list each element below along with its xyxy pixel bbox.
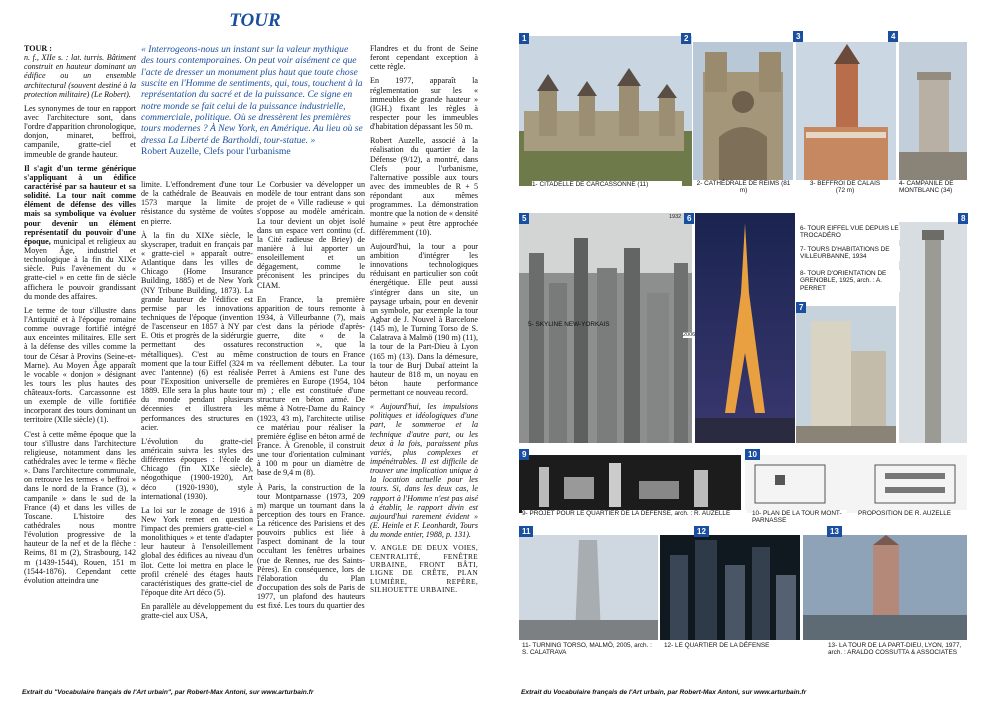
quote-source: Robert Auzelle, Clefs pour l'urbanisme [141, 145, 291, 157]
photo-defense-project [519, 455, 741, 513]
intro-quote [141, 44, 363, 157]
photo-number-7: 7 [796, 302, 806, 313]
photo-number-12: 12 [694, 526, 709, 537]
quote-text: « Interrogeons-nous un instant sur la valeur mythique des tours contemporaines. On peut voir aisément ce que l'acte de dresser un monument plus haut que toute chose suscite en l'Homme de sentiments, qui, tous, touchent à la représentation du sacré et de la puissance. Ce signe en notre monde se fait celui de la puissance industrielle, commerciale, politique. Où se dressèrent les premières tours modernes ? À New York, en Amérique. Au lieu où se dressa La Liberté de Bartholdi, tour-statue. » [141, 44, 363, 146]
year-6: 2006 [683, 332, 696, 338]
caption-10: 10- PLAN DE LA TOUR MONT-PARNASSE [752, 510, 847, 525]
photo-number-6: 6 [684, 213, 694, 224]
caption-9: 9- PROJET POUR LE QUARTIER DE LA DÉFENSE, arch. : R. AUZELLE [522, 510, 747, 517]
col2-p3: L'évolution du gratte-ciel américain suivra les styles des différentes époques : l'école de Chicago (fin XIXe siècle), néogothique (1900-1920), Art déco (1920-1930), style international (1930). [141, 436, 253, 501]
year-5: 1932 [669, 214, 682, 220]
villeurbanne-image [796, 306, 896, 443]
caption-12: 12- LE QUARTIER DE LA DÉFENSE [664, 642, 799, 649]
photo-plan-montparnasse [745, 455, 967, 513]
column-1 [24, 44, 136, 590]
col4-p3: Robert Auzelle, associé à la réalisation du quartier de la Défense (9/12), a montré, dans Clefs pour l'urbanisme, l'alternative possible aux tours avec des immeubles de R + 5 répondant aux mêmes programmes. La démonstration montre que la notion de « densité humaine » peut être approchée différemment (10). [370, 136, 478, 237]
photo-turning-torso [519, 535, 658, 640]
caption-2: 2- CATHÉDRALE DE REIMS (81 m) [696, 180, 791, 195]
photo-calais [796, 42, 896, 180]
col4-p4: Aujourd'hui, la tour a pour ambition d'intégrer les innovations technologiques réduisant en particulier son coût énergétique. Elle peut aussi s'intégrer dans un site, un paysage urbain, pour en devenir un symbole, par exemple la tour Agbar de J. Nouvel à Barcelone (145 m), le Turning Torso de S. Calatrava à Malmö (190 m) (11), la tour de la Part-Dieu à Lyon (165 m) (13). Dans la démesure, la tour de Burj Dubaï atteint la hauteur de 818 m, un noyau en béton haute performance permettant ce nouveau record. [370, 241, 478, 398]
photo-campanile [899, 42, 967, 180]
calais-image [796, 42, 896, 180]
col4-p1: Flandres et du front de Seine feront cependant exception à cette règle. [370, 44, 478, 72]
caption-1: 1- CITADELLE DE CARCASSONNE (11) [532, 181, 682, 188]
lead-paragraph [24, 164, 136, 301]
photo-reims [693, 42, 793, 180]
photo-number-10: 10 [745, 449, 760, 460]
plan-image [745, 455, 967, 513]
col2-p1: limite. L'effondrement d'une tour de la cathédrale de Beauvais en 1573 marque la limite de résistance du système de voûtes en pierre. [141, 180, 253, 226]
caption-10b: PROPOSITION DE R. AUZELLE [858, 510, 968, 517]
caption-4: 4- CAMPANILE DE MONTBLANC (34) [899, 180, 969, 195]
column-2 [141, 180, 253, 625]
synonyms: Les synonymes de tour en rapport avec l'architecture sont, dans l'ordre d'apparition chronologique, donjon, minaret, beffroi, campanile, gratte-ciel et immeuble de grande hauteur. [24, 103, 136, 159]
caption-13: 13- LA TOUR DE LA PART-DIEU, LYON, 1977, arch. : ARALDO COSSUTTA & ASSOCIATES [828, 642, 968, 657]
reims-image [693, 42, 793, 180]
col2-p4: La loi sur le zonage de 1916 à New York remet en question l'impact des premiers gratte-ciel « monolithiques » et tente d'adapter leur hauteur à l'ensoleillement global des édifices au niveau d'un îlot. Cette loi mettra en place le profil crénelé des étages hauts caractéristiques des gratte-ciel de l'époque dite Art déco (5). [141, 505, 253, 598]
col2-p5: En parallèle au développement du gratte-ciel aux USA, [141, 602, 253, 621]
col4-p2: En 1977, apparaît la réglementation sur les « immeubles de grande hauteur » (IGH.) fixant les règles à respecter pour les immeubles d'habitation dépassant les 50 m. [370, 76, 478, 132]
photo-carcassonne [519, 36, 692, 186]
photo-number-1: 1 [519, 33, 529, 44]
column-3 [257, 180, 365, 615]
photo-number-2: 2 [681, 33, 691, 44]
paragraph-cathedrals: C'est à cette même époque que la tour s'illustre dans l'architecture religieuse, notamment dans les cathédrales avec le terme « flèche ». Dans l'architecture communale, on retrouve les termes « beffroi » dans le nord de la France (3), « campanile » dans le sud de la France (4) et dans les villes de Toscane. L'histoire des cathédrales nous montre l'évolution progressive de la hauteur de la nef et de la flèche : Reims, 81 m (2), Strasbourg, 142 m (1439-1544), Rouen, 151 m (1544-1876). Cependant cette évolution atteindra une [24, 429, 136, 585]
carcassonne-image [519, 36, 692, 186]
part-dieu-image [803, 535, 967, 640]
campanile-image [899, 42, 967, 180]
turning-torso-image [519, 535, 658, 640]
photo-number-13: 13 [827, 526, 842, 537]
photo-villeurbanne [796, 306, 896, 443]
la-defense-image [660, 535, 800, 640]
photo-number-11: 11 [519, 526, 533, 537]
footer-right: Extrait du Vocabulaire français de l'Art urbain, par Robert-Max Antoni, sur www.arturbain.fr [521, 689, 807, 696]
photo-number-8: 8 [958, 213, 968, 224]
lead-rest: municipal et religieux au Moyen Âge, industriel et technologique à la fin du XIXe siècle. Puis l'avènement du « gratte-ciel » en cette fin de siècle affichera le pouvoir grandissant du monde des affaires. [24, 236, 136, 301]
caption-6: 6- TOUR EIFFEL VUE DEPUIS LE TROCADÉRO [800, 225, 899, 240]
footer-left: Extrait du "Vocabulaire français de l'Art urbain", par Robert-Max Antoni, sur www.arturbain.fr [22, 689, 314, 696]
photo-part-dieu [803, 535, 967, 640]
grenoble-image [899, 222, 967, 443]
col3-p2: En France, la première apparition de tours remonte à 1934, à Villeurbanne (7), mais c'est dans la période d'après-guerre, dite « de la reconstruction », que la construction de tours en France va réellement débuter. La tour Perret à Amiens est l'une des premières en Europe (1954, 104 m) ; elle est constituée d'une structure en béton armé. De même à Notre-Dame du Raincy (1923, 43 m), l'architecte utilise ce matériau pour réaliser la première église en béton armé de France. À Grenoble, il construit une tour d'orientation culminant à 100 m pour un diamètre de base de 9,4 m (8). [257, 294, 365, 478]
paragraph-antiquity: Le terme de tour s'illustre dans l'Antiquité et à l'époque romaine comme ouvrage fortifié intégré aux enceintes militaires. Elle sert à la défense des villes comme la tour de César à Provins (Seine-et-Marne). Au Moyen Âge apparaît le vocable « donjon » désignant les tours les plus hautes des châteaux-forts. Carcassonne est un exemple de ville fortifiée incorporant des tours dominant un territoire (XIIe siècle) (1). [24, 305, 136, 425]
lead-bold: Il s'agit d'un terme générique s'appliquant à un édifice caractérisé par sa hauteur et sa solidité. La tour naît comme élément de défense des villes mais sa symbolique va évoluer pour devenir un élément représentatif du pouvoir d'une époque, [24, 163, 136, 246]
photo-grenoble [899, 222, 967, 443]
defense-project-image [519, 455, 741, 513]
definition-head: TOUR : [24, 44, 52, 53]
caption-7: 7- TOURS D'HABITATIONS DE VILLEURBANNE, 1934 [800, 246, 900, 261]
page-title: TOUR [229, 10, 281, 31]
caption-11: 11- TURNING TORSO, MALMÖ, 2005, arch. : S. CALATRAVA [522, 642, 657, 657]
photo-number-4: 4 [888, 31, 898, 42]
definition [24, 44, 136, 99]
caption-8: 8- TOUR D'ORIENTATION DE GRENOBLE, 1925, arch. : A. PERRET [800, 270, 900, 292]
photo-number-9: 9 [519, 449, 529, 460]
column-4 [370, 44, 478, 599]
definition-text: n. f., XIIe s. : lat. turris. Bâtiment construit en hauteur dominant un édifice ou un ensemble architectural (souvent destiné à la protection militaire) (Le Robert). [24, 53, 136, 99]
photo-number-5: 5 [519, 213, 529, 224]
caption-5: 5- SKYLINE NEW-YORKAIS [528, 321, 610, 328]
caption-3: 3- BEFFROI DE CALAIS (72 m) [805, 180, 885, 195]
photo-number-3: 3 [793, 31, 803, 42]
col3-p1: Le Corbusier va développer un modèle de tour entrant dans son projet de « Ville radieuse » qui s'oppose au modèle américain. La tour devient un objet isolé dans un espace vert continu (cf. la Cité radieuse de Briey) de manière à lui apporter un ensoleillement et un dégagement, comme le préconisent les principes du CIAM. [257, 180, 365, 290]
col2-p2: À la fin du XIXe siècle, le skyscraper, traduit en français par « gratte-ciel » apparaît outre-Atlantique dans les villes de Chicago (Home Insurance Building, 1885) et de New York (NY Tribune Building, 1873). La grande hauteur de l'édifice est permise par les innovations techniques de l'époque (invention de l'ascenseur en 1857 à NY par E. Otis et progrès de la sidérurgie permettant des ossatures métalliques). C'est au même moment que la tour Eiffel (324 m avec l'antenne) (6) est réalisée pour l'Exposition universelle de 1889. Elle sera la plus haute tour du monde pendant plusieurs décennies et illustrera les performances des structures en acier. [141, 230, 253, 432]
photo-la-defense [660, 535, 800, 640]
see-also: V. ANGLE DE DEUX VOIES, CENTRALITÉ, FENÊTRE URBAINE, FRONT BÂTI, LIGNE DE CRÊTE, PLAN LUMIÈRE, REPÈRE, SILHOUETTE URBAINE. [370, 543, 478, 595]
photo-eiffel [695, 213, 795, 443]
eiffel-image [695, 213, 795, 443]
col3-p3: À Paris, la construction de la tour Montparnasse (1973, 209 m) marque un tournant dans la perception des tours en France. La réticence des Parisiens et des pouvoirs publics est liée à l'aspect dominant de la tour occultant les fenêtres urbaines (rue de Rennes, rue des Saints-Pères). En conséquence, lors de l'élaboration du Plan d'occupation des sols de Paris de 1977, un plafond des hauteurs est fixé. Les tours du quartier des [257, 482, 365, 611]
col4-quote: « Aujourd'hui, les impulsions politiques et idéologiques d'une part, le sommeroe et la technique d'autre part, ou les deux à la fois, paraissent plus variés, plus complexes et impénétrables. Il est difficile de trouver une implication unique à la location actuelle pour les tours. Si, dans les deux cas, le rapport à l'Homme n'est pas aisé à établir, le rapport divin est aujourd'hui rarement évident » (E. Heinle et F. Leonhardt, Tours du monde entier, 1988, p. 131). [370, 402, 478, 540]
